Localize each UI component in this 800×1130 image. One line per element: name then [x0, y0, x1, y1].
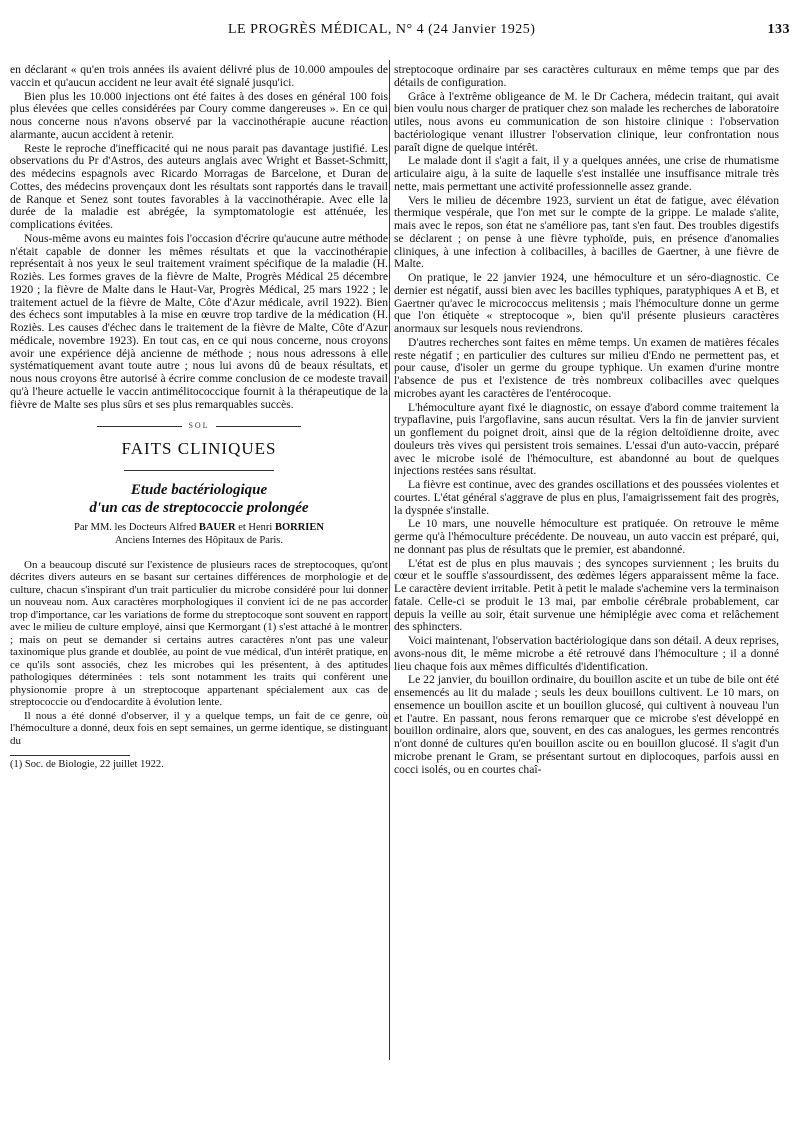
page-number: 133	[767, 22, 790, 37]
paragraph: La fièvre est continue, avec des grandes oscillations et des poussées violentes et courtes. L'état général s'aggrave de plus en plus, l'amaigrissement fait des progrès, la dyspnée s'installe.	[394, 478, 779, 517]
paragraph: Reste le reproche d'inefficacité qui ne nous parait pas davantage justifié. Les observations du Pr d'Astros, des auteurs anglais avec Wright et Basset-Schmitt, des médecins espagnols avec Ricardo Morragas de Barcelone, et Duran de Cottes, des médecins provençaux dont les résultats sont rapportés dans le travail de Ranque et Senez sont toutes favorables à la vaccinothérapie. Avec elle la durée de la maladie est abrégée, la symptomatologie est atténuée, les complications évitées.	[10, 141, 388, 231]
paragraph: Vers le milieu de décembre 1923, survient un état de fatigue, avec élévation thermique vespérale, que l'on met sur le compte de la grippe. Le malade s'alite, mais avec le repos, son état ne s'améliore pas, tant s'en faut. Des troubles digestifs se déclarent ; on pense à une fièvre typhoïde, puis, en présence d'anomalies cliniques, à une infection à colibacilles, à bacilles de Gaertner, à une fièvre de Malte.	[394, 193, 779, 271]
paragraph: Il nous a été donné d'observer, il y a quelque temps, un fait de ce genre, où l'hémoculture a donné, deux fois en sept semaines, un germe identique, se distinguant du	[10, 709, 388, 747]
article-title-line-2: d'un cas de streptococcie prolongée	[89, 499, 309, 516]
paragraph: Bien plus les 10.000 injections ont été faites à des doses en général 100 fois plus élevées que celles considérées par Coury comme dangereuses ». En ce qui nous concerne nous n'avons observé par la vaccinothérapie aucune réaction alarmante, aucun accident à retenir.	[10, 89, 388, 141]
ornamental-separator	[10, 419, 388, 433]
article-title	[10, 481, 388, 517]
author-name: BAUER	[198, 521, 236, 533]
byline-mid: et Henri	[238, 521, 273, 533]
paragraph: Nous-même avons eu maintes fois l'occasion d'écrire qu'aucune autre méthode n'était capable de donner les mêmes résultats et que la vaccinothérapie représentait à nos yeux le seul traitement vraiment spécifique de la maladie (H. Roziès. Les formes graves de la fièvre de Malte, Progrès Médical 25 décembre 1920 ; la fièvre de Malte dans le Haut-Var, Progrès Médical, 25 mars 1922 ; le traitement actuel de la fièvre de Malte, Côte d'Azur médicale, avril 1922). Bien des échecs sont imputables à la mise en œuvre trop tardive de la médication (H. Roziès. Les causes d'échec dans le traitement de la fièvre de Malte, Côte d'Azur médicale, novembre 1923). En tout cas, en ce qui nous concerne, nous croyons avoir une expérience déjà ancienne de méthode ; nous nous adressons à elle systématiquement avant toute autre ; nous lui avons dû de beaux résultats, et nous nous croyons être autorisé à écrire comme conclusion de ce modeste travail qu'à l'heure actuelle le vaccin antimélitococcique fournit à la thérapeutique de la fièvre de Malte ses plus sûrs et ses plus remarquables succès.	[10, 231, 388, 411]
paragraph: Grâce à l'extrême obligeance de M. le Dr Cachera, médecin traitant, qui avait bien voulu nous charger de pratiquer chez son malade les recherches de laboratoire utiles, nous avons eu communication de son histoire clinique : l'observation bactériologique venant illustrer l'observation clinique, leur confrontation nous paraît digne de quelque intérêt.	[394, 89, 779, 154]
paragraph: On pratique, le 22 janvier 1924, une hémoculture et un séro-diagnostic. Ce dernier est négatif, aussi bien avec les bacilles typhiques, paratyphiques A et B, et Gaertner qu'avec le micrococcus melitensis ; mais l'hémoculture donne un germe que l'on étiquète « streptocoque », bien qu'il présente plusieurs caractères anormaux sur lesquels nous reviendrons.	[394, 271, 779, 335]
separator-ornament: SOL	[188, 421, 210, 431]
footnote: (1) Soc. de Biologie, 22 juillet 1922.	[10, 759, 164, 771]
paragraph: On a beaucoup discuté sur l'existence de plusieurs races de streptocoques, qu'ont décrites divers auteurs en se basant sur certaines différences de morphologie et de culture, chacun s'inspirant d'un trait particulier du microbe considéré pour lui donner un nouveau nom. Aux caractères morphologiques il convient ici de ne pas accorder trop d'importance, car les variations de forme du streptocoque sont souvent en rapport avec le milieu de culture employé, ainsi que Kermorgant (1) s'est attaché à le montrer ; mais on peut se demander si certains autres caractères n'ont pas une valeur taxinomique plus grande et doublée, au point de vue médical, d'un intérêt pratique, en ce qu'ils sont associés, chez les microbes qui les présentent, à des aptitudes pathologiques déterminées : tels sont notamment les traits qui confèrent une physionomie propre à un streptocoque appartenant spécialement aux cas de streptococcie ou d'endocardite à évolution lente.	[10, 558, 389, 709]
paragraph: Voici maintenant, l'observation bactériologique dans son détail. A deux reprises, avons-nous dit, le même microbe a été retrouvé dans l'hémoculture ; il a donné lieu chaque fois aux mêmes difficultés d'identification.	[394, 634, 779, 673]
left-column	[10, 64, 388, 771]
byline	[10, 521, 388, 547]
footnote-rule	[10, 755, 130, 756]
section-title: FAITS CLINIQUES	[121, 439, 277, 458]
paragraph: streptocoque ordinaire par ses caractères culturaux en même temps que par des détails de configuration.	[394, 63, 779, 89]
paragraph: L'hémoculture ayant fixé le diagnostic, on essaye d'abord comme traitement la trypaflavine, puis l'argoflavine, sans aucun résultat. Vers la fin de janvier survient un gonflement du poignet droit, ainsi que de la région deltoïdienne droite, avec douleurs très vives qui persistent trois semaines. L'essai d'un auto-vaccin, préparé avec le microbe isolé de l'hémoculture, est abandonné au bout de quelques injections restées sans résultat.	[394, 400, 779, 478]
journal-header-title: LE PROGRÈS MÉDICAL, N° 4 (24 Janvier 1925)	[228, 22, 536, 37]
paragraph: en déclarant « qu'en trois années ils avaient délivré plus de 10.000 ampoules de vaccin et qu'aucun accident ne leur avait été signalé jusqu'ici.	[10, 63, 388, 89]
paragraph: D'autres recherches sont faites en même temps. Un examen de matières fécales reste négatif ; en particulier des cultures sur milieu d'Endo ne permettent pas, et pour cause, d'isoler un germe du groupe typhique. Un examen d'urine montre l'absence de pus et l'existence de très nombreux colibacilles avec quelques microbes ayant les caractères de l'entérocoque.	[394, 335, 779, 400]
paragraph: Le 22 janvier, du bouillon ordinaire, du bouillon ascite et un tube de bile ont été ensemencés au lit du malade ; seuls les deux bouillons cultivent. Le 10 mars, on ensemence un bouillon ascite et un bouillon glucosé, qui cultivent à nouveau l'un et l'autre. En passant, nous ferons remarquer que ce microbe s'est développé en bouillon ordinaire, alors que, souvent, en des cas analogues, les germes rencontrés n'ont donné de cultures qu'en bouillon ascite ou en bouillon glucosé. Il s'agit d'un microbe prenant le Gram, se présentant surtout en diplocoques, parfois aussi en cocci isolés, ou en courtes chaî-	[394, 673, 779, 776]
column-divider	[389, 60, 390, 1060]
section-rule	[124, 470, 274, 471]
running-head	[8, 22, 790, 42]
author-name: BORRIEN	[274, 521, 324, 533]
paragraph: Le malade dont il s'agit a fait, il y a quelques années, une crise de rhumatisme articulaire aigu, à la suite de laquelle s'est installée une insuffisance mitrale très nette, mais permettant une activité professionnelle assez grande.	[394, 154, 779, 193]
byline-affiliation: Anciens Internes des Hôpitaux de Paris.	[115, 534, 283, 546]
right-column	[394, 64, 779, 777]
article-title-line-1: Etude bactériologique	[130, 481, 268, 498]
paragraph: Le 10 mars, une nouvelle hémoculture est pratiquée. On retrouve le même germe qu'à l'hémoculture précédente. De nouveau, un auto vaccin est préparé, qui, ne donnant pas plus de résultats que le premier, est abandonné.	[394, 517, 779, 556]
byline-prefix: Par MM. les Docteurs Alfred	[74, 521, 197, 533]
paragraph: L'état est de plus en plus mauvais ; des syncopes surviennent ; les bruits du cœur et le souffle s'assourdissent, des œdèmes légers apparaissent même la face. Le caractère devient irritable. Petit à petit le malade s'achemine vers la terminaison fatale. Celle-ci se produit le 13 mai, par embolie cérébrale probablement, car depuis la veille au soir, était survenue une hémiplégie avec coma et relâchement des sphincters.	[394, 556, 779, 634]
